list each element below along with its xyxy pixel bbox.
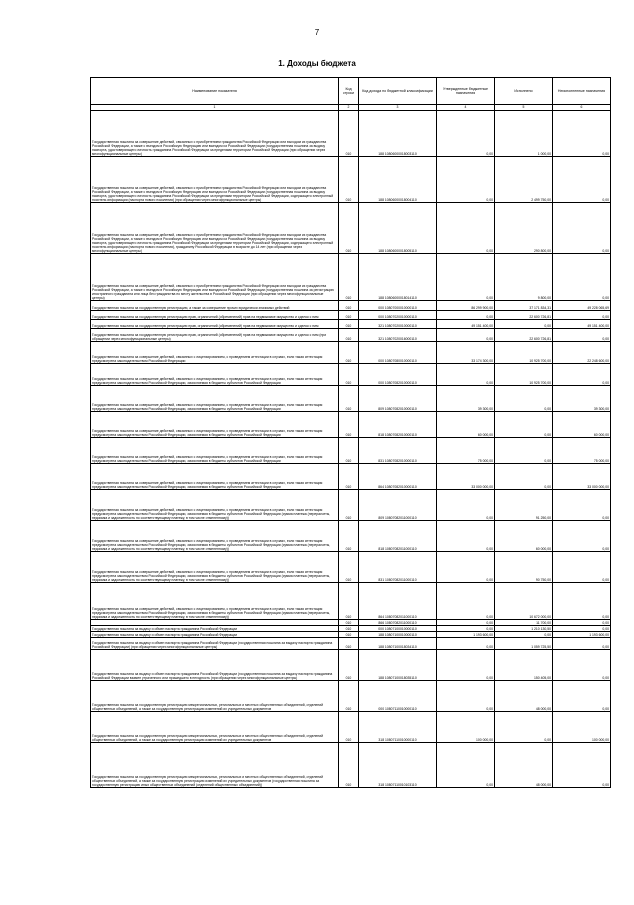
row-line-code: 010 <box>339 311 359 320</box>
column-header-line-code: Код строки <box>339 78 359 105</box>
column-header-revenue-code: Код дохода по бюджетной классификации <box>359 78 437 105</box>
table-row <box>91 254 611 301</box>
row-unexecuted: 0,00 <box>553 743 611 788</box>
row-line-code: 010 <box>339 386 359 412</box>
row-name: Государственная пошлина за государственную регистрацию прав, ограничений (обременений) прав на недвижимое имущество и сделок с ним <box>91 311 339 320</box>
table-header-row <box>91 78 611 105</box>
row-approved: 0,00 <box>437 311 495 320</box>
row-line-code: 010 <box>339 743 359 788</box>
row-line-code: 010 <box>339 412 359 438</box>
table-row <box>91 743 611 788</box>
row-name: Государственная пошлина за выдачу и обмен паспорта гражданина Российской Федерации (государственная пошлина за выдачу паспорта гражданина Российской Федерации) (при обращении через многофункциональные центры) <box>91 638 339 650</box>
row-approved: 39 300,00 <box>437 386 495 412</box>
row-approved: 33 000 000,00 <box>437 464 495 490</box>
row-line-code: 010 <box>339 301 359 311</box>
row-revenue-code: 866 10807082011000110 <box>359 620 437 626</box>
row-approved: 0,00 <box>437 681 495 712</box>
row-executed: 90 750,00 <box>495 552 553 583</box>
row-line-code: 010 <box>339 521 359 552</box>
row-name: Государственная пошлина за совершение действий, связанных с лицензированием, с проведением аттестации в случаях, если такая аттестация предусмотрена законодательством Российской Федерации, зачисляемая в бюджеты субъектов Российской Федерации <box>91 364 339 386</box>
column-number: 4 <box>437 105 495 111</box>
row-name: Государственная пошлина за совершение действий, связанных с приобретением гражданства Российской Федерации или выходом из гражданства Российской Федерации, а также с въездом в Российскую Федерацию или выездом из Российской Федерации (государственная пошлина за выдачу паспорта, удостоверяющего личность гражданина Российской Федерации за пределами территории Российской Федерации, содержащего электронный носитель информации (паспорта нового поколения), гражданину Российской Федерации в возрасте до 14 лет (при обращении через многофункциональные центры) <box>91 203 339 254</box>
row-line-code: 010 <box>339 364 359 386</box>
row-line-code: 010 <box>339 329 359 342</box>
table-row <box>91 521 611 552</box>
row-unexecuted: 0,00 <box>553 521 611 552</box>
row-line-code: 010 <box>339 254 359 301</box>
row-name: Государственная пошлина за совершение действий, связанных с приобретением гражданства Российской Федерации или выходом из гражданства Российской Федерации, а также с въездом в Российскую Федерацию или выездом из Российской Федерации (государственная пошлина за выдачу паспорта, удостоверяющего личность гражданина Российской Федерации за пределами территории Российской Федерации, содержащего электронный носитель информации (паспорта нового поколения) (при обращении через многофункциональные центры) <box>91 157 339 203</box>
row-revenue-code: 000 10807000010000110 <box>359 301 437 311</box>
row-line-code: 010 <box>339 712 359 743</box>
row-name: Государственная пошлина за совершение действий, связанных с лицензированием, с проведением аттестации в случаях, если такая аттестация предусмотрена законодательством Российской Федерации, зачисляемая в бюджеты субъектов Российской Федерации <box>91 412 339 438</box>
table-row <box>91 412 611 438</box>
row-executed: 10 925 700,00 <box>495 364 553 386</box>
row-executed: 0,00 <box>495 386 553 412</box>
row-approved: 0,00 <box>437 521 495 552</box>
row-approved: 0,00 <box>437 254 495 301</box>
row-executed: 2 499 750,00 <box>495 157 553 203</box>
row-approved: 0,00 <box>437 583 495 620</box>
row-unexecuted: 22 248 600,00 <box>553 342 611 364</box>
row-revenue-code: 000 10807020010000110 <box>359 311 437 320</box>
row-name: Государственная пошлина за совершение действий, связанных с приобретением гражданства Российской Федерации или выходом из гражданства Российской Федерации, а также с въездом в Российскую Федерацию или выездом из Российской Федерации (государственная пошлина за выдачу паспорта, удостоверяющего личность гражданина Российской Федерации за пределами территории Российской Федерации (при обращении через многофункциональные центры) <box>91 111 339 157</box>
row-approved: 0,00 <box>437 620 495 626</box>
row-executed: 0,00 <box>495 464 553 490</box>
row-name: Государственная пошлина за государственную регистрацию межрегиональных, региональных и местных общественных объединений, отделений общественных объединений, а также за государственную регистрацию изменений их учредительных документов <box>91 681 339 712</box>
table-row <box>91 203 611 254</box>
row-executed: 1 059 725,50 <box>495 638 553 650</box>
row-unexecuted: 0,00 <box>553 203 611 254</box>
row-approved: 1 193 600,00 <box>437 632 495 638</box>
row-name: Государственная пошлина за совершение действий, связанных с лицензированием, с проведением аттестации в случаях, если такая аттестация предусмотрена законодательством Российской Федерации, зачисляемая в бюджеты субъектов Российской Федерации (сумма платежа (перерасчеты, недоимка и задолженность по соответствующему платежу, в том числе отмененному)) <box>91 583 339 620</box>
row-unexecuted: 33 000 000,00 <box>553 464 611 490</box>
column-number: 5 <box>495 105 553 111</box>
row-revenue-code: 864 10807082011000110 <box>359 583 437 620</box>
row-approved: 0,00 <box>437 111 495 157</box>
table-row <box>91 552 611 583</box>
row-revenue-code: 188 10806000018003110 <box>359 111 437 157</box>
row-name: Государственная пошлина за государственную регистрацию межрегиональных, региональных и местных общественных объединений, отделений общественных объединений, а также за государственную регистрацию изменений их учредительных документов <box>91 712 339 743</box>
row-executed: 1 000,00 <box>495 111 553 157</box>
column-header-name: Наименование показателя <box>91 78 339 105</box>
row-unexecuted: 0,00 <box>553 681 611 712</box>
row-revenue-code: 188 10806000018014110 <box>359 254 437 301</box>
table-row <box>91 626 611 632</box>
row-unexecuted: 0,00 <box>553 650 611 681</box>
row-revenue-code: 318 10807110010103110 <box>359 743 437 788</box>
row-line-code: 010 <box>339 626 359 632</box>
row-executed: 290 800,00 <box>495 203 553 254</box>
table-row <box>91 342 611 364</box>
row-name: Государственная пошлина за совершение действий, связанных с приобретением гражданства Российской Федерации или выходом из гражданства Российской Федерации, а также с въездом в Российскую Федерацию или выездом из Российской Федерации (государственная пошлина за регистрацию иностранного гражданина или лица без гражданства по месту жительства в Российской Федерации (при обращении через многофункциональные центры) <box>91 254 339 301</box>
row-line-code: 010 <box>339 464 359 490</box>
row-approved: 0,00 <box>437 626 495 632</box>
row-executed: 0,00 <box>495 320 553 329</box>
row-name: Государственная пошлина за совершение действий, связанных с лицензированием, с проведением аттестации в случаях, если такая аттестация предусмотрена законодательством Российской Федерации, зачисляемая в бюджеты субъектов Российской Федерации (сумма платежа (перерасчеты, недоимка и задолженность по соответствующему платежу, в том числе отмененному)) <box>91 552 339 583</box>
row-line-code: 010 <box>339 681 359 712</box>
row-revenue-code: 188 10807100010000110 <box>359 632 437 638</box>
row-executed: 150 405,00 <box>495 650 553 681</box>
row-unexecuted: 0,00 <box>553 254 611 301</box>
column-number: 2 <box>339 105 359 111</box>
row-approved: 0,00 <box>437 203 495 254</box>
row-revenue-code: 188 10807100018035110 <box>359 650 437 681</box>
row-executed: 0,00 <box>495 712 553 743</box>
row-line-code: 010 <box>339 632 359 638</box>
row-unexecuted: 0,00 <box>553 490 611 521</box>
row-approved: 0,00 <box>437 157 495 203</box>
table-row <box>91 650 611 681</box>
page-number: 7 <box>314 28 320 37</box>
table-row <box>91 311 611 320</box>
column-header-approved: Утвержденные бюджетные назначения <box>437 78 495 105</box>
row-name: Государственная пошлина за совершение действий, связанных с лицензированием, с проведением аттестации в случаях, если такая аттестация предусмотрена законодательством Российской Федерации, зачисляемая в бюджеты субъектов Российской Федерации (сумма платежа (перерасчеты, недоимка и задолженность по соответствующему платежу, в том числе отмененному)) <box>91 490 339 521</box>
row-approved: 0,00 <box>437 364 495 386</box>
row-unexecuted: 49 228 065,69 <box>553 301 611 311</box>
row-revenue-code: 831 10807082010000110 <box>359 438 437 464</box>
row-line-code: 010 <box>339 620 359 626</box>
row-name: Государственная пошлина за выдачу и обмен паспорта гражданина Российской Федерации <box>91 626 339 632</box>
row-executed: 10 672 000,00 <box>495 583 553 620</box>
row-approved: 0,00 <box>437 650 495 681</box>
row-revenue-code: 000 10807080010000110 <box>359 342 437 364</box>
table-row <box>91 364 611 386</box>
row-executed: 37 171 834,31 <box>495 301 553 311</box>
table-row <box>91 111 611 157</box>
row-revenue-code: 188 10807100018034110 <box>359 638 437 650</box>
row-name: Государственная пошлина за совершение действий, связанных с лицензированием, с проведением аттестации в случаях, если такая аттестация предусмотрена законодательством Российской Федерации, зачисляемая в бюджеты субъектов Российской Федерации <box>91 438 339 464</box>
row-executed: 0,00 <box>495 438 553 464</box>
row-line-code: 010 <box>339 342 359 364</box>
row-line-code: 010 <box>339 157 359 203</box>
row-unexecuted: 0,00 <box>553 583 611 620</box>
column-number: 1 <box>91 105 339 111</box>
row-line-code: 010 <box>339 650 359 681</box>
row-executed: 10 925 700,00 <box>495 342 553 364</box>
table-row <box>91 157 611 203</box>
row-approved: 75 000,00 <box>437 438 495 464</box>
row-unexecuted: 0,00 <box>553 620 611 626</box>
row-line-code: 010 <box>339 320 359 329</box>
column-header-executed: Исполнено <box>495 78 553 105</box>
revenue-table <box>90 77 611 788</box>
row-approved: 0,00 <box>437 490 495 521</box>
row-approved: 33 174 300,00 <box>437 342 495 364</box>
row-line-code: 010 <box>339 552 359 583</box>
row-name: Государственная пошлина за совершение действий, связанных с лицензированием, с проведением аттестации в случаях, если такая аттестация предусмотрена законодательством Российской Федерации, зачисляемая в бюджеты субъектов Российской Федерации (сумма платежа (перерасчеты, недоимка и задолженность по соответствующему платежу, в том числе отмененному)) <box>91 521 339 552</box>
table-row <box>91 712 611 743</box>
row-unexecuted: 0,00 <box>553 329 611 342</box>
row-approved: 0,00 <box>437 329 495 342</box>
row-unexecuted: 39 300,00 <box>553 386 611 412</box>
row-line-code: 010 <box>339 490 359 521</box>
table-row <box>91 681 611 712</box>
row-unexecuted: 0,00 <box>553 626 611 632</box>
row-revenue-code: 000 10807082010000110 <box>359 364 437 386</box>
row-line-code: 010 <box>339 638 359 650</box>
row-name: Государственная пошлина за совершение действий, связанных с лицензированием, с проведением аттестации в случаях, если такая аттестация предусмотрена законодательством Российской Федерации, зачисляемая в бюджеты субъектов Российской Федерации <box>91 464 339 490</box>
row-executed: 22 600 726,81 <box>495 311 553 320</box>
column-header-unexecuted: Неисполненные назначения <box>553 78 611 105</box>
row-approved: 100 000,00 <box>437 712 495 743</box>
row-unexecuted: 0,00 <box>553 638 611 650</box>
row-line-code: 010 <box>339 438 359 464</box>
row-executed: 91 250,00 <box>495 490 553 521</box>
row-name: Государственная пошлина за государственную регистрацию прав, ограничений (обременений) прав на недвижимое имущество и сделок с ним (при обращении через многофункциональные центры) <box>91 329 339 342</box>
row-name: Государственная пошлина за выдачу и обмен паспорта гражданина Российской Федерации (государственная пошлина за выдачу паспорта гражданина Российской Федерации взамен утраченного или пришедшего в негодность (при обращении через многофункциональные центры) <box>91 650 339 681</box>
row-revenue-code: 000 10807110010000110 <box>359 681 437 712</box>
column-number: 6 <box>553 105 611 111</box>
row-name: Государственная пошлина за государственную регистрацию прав, ограничений (обременений) прав на недвижимое имущество и сделок с ним <box>91 320 339 329</box>
row-line-code: 010 <box>339 583 359 620</box>
row-executed: 48 000,00 <box>495 743 553 788</box>
table-row <box>91 301 611 311</box>
row-line-code: 010 <box>339 111 359 157</box>
row-revenue-code: 321 10807020010000110 <box>359 320 437 329</box>
table-row <box>91 320 611 329</box>
row-unexecuted: 60 000,00 <box>553 412 611 438</box>
row-name: Государственная пошлина за государственную регистрацию, а также за совершение прочих юридически значимых действий <box>91 301 339 311</box>
row-unexecuted: 49 151 400,00 <box>553 320 611 329</box>
row-executed: 0,00 <box>495 412 553 438</box>
table-row <box>91 329 611 342</box>
page-title: 1. Доходы бюджета <box>278 59 356 68</box>
row-revenue-code: 321 10807020016000110 <box>359 329 437 342</box>
table-row <box>91 386 611 412</box>
row-executed: 11 700,00 <box>495 620 553 626</box>
table-row <box>91 438 611 464</box>
row-approved: 49 151 400,00 <box>437 320 495 329</box>
table-row <box>91 583 611 620</box>
row-unexecuted: 0,00 <box>553 157 611 203</box>
row-executed: 22 600 726,81 <box>495 329 553 342</box>
row-unexecuted: 0,00 <box>553 311 611 320</box>
row-executed: 9 800,00 <box>495 254 553 301</box>
row-revenue-code: 831 10807082011000110 <box>359 552 437 583</box>
row-line-code: 010 <box>339 203 359 254</box>
row-unexecuted: 1 193 600,00 <box>553 632 611 638</box>
row-revenue-code: 864 10807082010000110 <box>359 464 437 490</box>
row-approved: 86 299 900,00 <box>437 301 495 311</box>
row-executed: 1 210 130,50 <box>495 626 553 632</box>
table-row <box>91 490 611 521</box>
row-approved: 0,00 <box>437 743 495 788</box>
row-approved: 0,00 <box>437 552 495 583</box>
row-revenue-code: 000 10807100010000110 <box>359 626 437 632</box>
row-unexecuted: 0,00 <box>553 552 611 583</box>
row-approved: 0,00 <box>437 638 495 650</box>
row-unexecuted: 100 000,00 <box>553 712 611 743</box>
row-name: Государственная пошлина за совершение действий, связанных с лицензированием, с проведением аттестации в случаях, если такая аттестация предусмотрена законодательством Российской Федерации <box>91 342 339 364</box>
row-revenue-code: 318 10807110010000110 <box>359 712 437 743</box>
row-executed: 48 000,00 <box>495 681 553 712</box>
row-revenue-code: 188 10806000018004110 <box>359 157 437 203</box>
row-revenue-code: 818 10807082010000110 <box>359 412 437 438</box>
row-executed: 60 000,00 <box>495 521 553 552</box>
row-unexecuted: 0,00 <box>553 111 611 157</box>
row-name: Государственная пошлина за совершение действий, связанных с лицензированием, с проведением аттестации в случаях, если такая аттестация предусмотрена законодательством Российской Федерации, зачисляемая в бюджеты субъектов Российской Федерации <box>91 386 339 412</box>
row-revenue-code: 188 10806000018005110 <box>359 203 437 254</box>
row-approved: 60 000,00 <box>437 412 495 438</box>
row-revenue-code: 809 10807082010000110 <box>359 386 437 412</box>
column-number: 3 <box>359 105 437 111</box>
table-row <box>91 638 611 650</box>
row-unexecuted: 0,00 <box>553 364 611 386</box>
row-name: Государственная пошлина за государственную регистрацию межрегиональных, региональных и местных общественных объединений, отделений общественных объединений, а также за государственную регистрацию изменений их учредительных документов (государственная пошлина за государственную регистрацию иных общественных объединений (отделений общественных объединений)) <box>91 743 339 788</box>
row-name: Государственная пошлина за выдачу и обмен паспорта гражданина Российской Федерации <box>91 632 339 638</box>
row-revenue-code: 809 10807082011000110 <box>359 490 437 521</box>
row-unexecuted: 75 000,00 <box>553 438 611 464</box>
row-executed: 0,00 <box>495 632 553 638</box>
row-revenue-code: 818 10807082011000110 <box>359 521 437 552</box>
table-row <box>91 464 611 490</box>
